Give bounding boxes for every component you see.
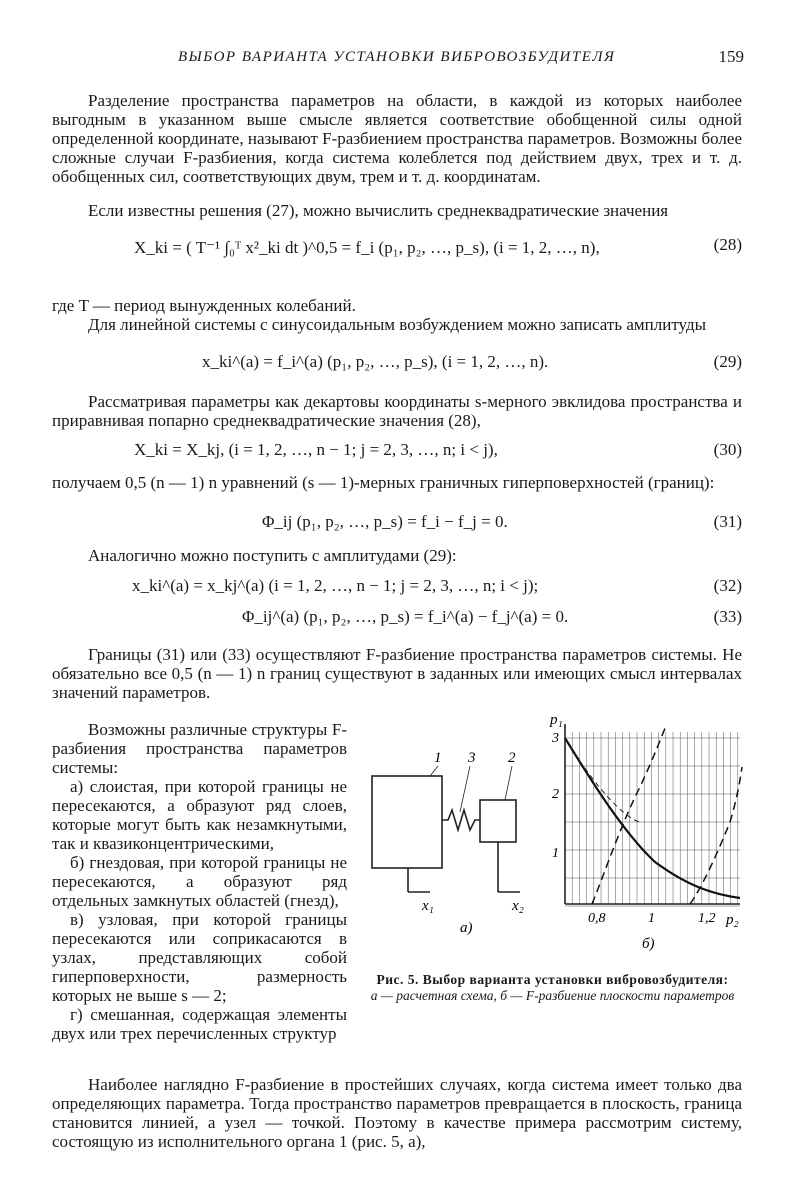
paragraph-boundaries-count: получаем 0,5 (n — 1) n уравнений (s — 1)-мерных граничных гиперповерхностей (границ): <box>52 473 715 492</box>
equation-30-body: X_ki = X_kj, (i = 1, 2, …, n − 1; j = 2, 3, …, n; i < j), <box>134 440 498 459</box>
plot-b <box>565 724 742 906</box>
label-b: б) <box>642 936 655 952</box>
caption-text: а — расчетная схема, б — F-разбиение плоскости параметров <box>370 988 735 1003</box>
label-x1: x₁ <box>422 898 434 914</box>
equation-30-number: (30) <box>713 440 742 459</box>
structures-intro: Возможны различные структуры F-разбиения пространства параметров системы: <box>52 720 347 777</box>
boundary-dashed-upper <box>565 738 640 822</box>
equation-31-body: Φ_ij (p₁, p₂, …, p_s) = f_i − f_j = 0. <box>262 512 508 531</box>
equation-31-number: (31) <box>713 512 742 531</box>
x-tick-1-2: 1,2 <box>698 911 716 926</box>
equation-33 <box>52 607 742 637</box>
figure-5-drawing <box>360 712 750 972</box>
equation-28-number: (28) <box>713 235 742 254</box>
structure-layered: а) слоистая, при которой границы не пересекаются, а образуют ряд слоев, которые могут быть как незамкнутыми, так и квазиконцентрическими, <box>52 777 347 853</box>
paragraph-analogous: Аналогично можно поступить с амплитудами (29): <box>88 546 457 565</box>
page-number: 159 <box>718 47 744 66</box>
structures-column <box>52 720 347 1043</box>
label-a: а) <box>460 920 473 936</box>
label-1: 1 <box>434 750 442 766</box>
equation-33-number: (33) <box>713 607 742 626</box>
paragraph-cartesian: Рассматривая параметры как декартовы координаты s-мерного эвклидова пространства и приравнивая попарно среднеквадратические значения (28), <box>52 392 742 430</box>
executive-organ-1 <box>372 776 442 868</box>
label-x2: x₂ <box>512 898 524 914</box>
spring-3 <box>442 810 480 830</box>
equation-33-body: Φ_ij^(a) (p₁, p₂, …, p_s) = f_i^(a) − f_j^(a) = 0. <box>242 607 569 626</box>
axis-label-p1: p₁ <box>550 712 563 728</box>
boundary-dashed-left <box>592 726 666 904</box>
equation-28-body: X_ki = ( T⁻¹ ∫₀ᵀ x²_ki dt )^0,5 = f_i (p₁, p₂, …, p_s), (i = 1, 2, …, n), <box>134 238 600 257</box>
equation-31 <box>52 512 742 542</box>
boundary-solid-curve <box>565 738 740 898</box>
figure-5 <box>360 712 750 982</box>
running-title: ВЫБОР ВАРИАНТА УСТАНОВКИ ВИБРОВОЗБУДИТЕЛЯ <box>178 49 616 65</box>
y-tick-1: 1 <box>552 846 559 861</box>
label-3: 3 <box>468 750 476 766</box>
equation-29 <box>52 352 742 382</box>
equation-29-number: (29) <box>713 352 742 371</box>
axis-label-p2: p₂ <box>726 912 739 928</box>
label-2: 2 <box>508 750 516 766</box>
structure-nodal: в) узловая, при которой границы пересекаются или соприкасаются в узлах, представляющих собой гиперповерхности, размерность которых не выше s — 2; <box>52 910 347 1005</box>
caption-title: Рис. 5. Выбор варианта установки вибровозбудителя: <box>376 972 729 987</box>
page-header <box>0 44 799 68</box>
y-tick-3: 3 <box>552 731 559 746</box>
schema-a <box>372 766 520 892</box>
structure-nested: б) гнездовая, при которой границы не пересекаются, а образуют ряд отдельных замкнутых областей (гнезд), <box>52 853 347 910</box>
paragraph-period: где T — период вынужденных колебаний. <box>52 296 356 315</box>
paragraph-boundaries-31-33: Границы (31) или (33) осуществляют F-разбиение пространства параметров системы. Не обязательно все 0,5 (n — 1) n границ существуют в заданных или имеющих смысл интервалах значений параметров. <box>52 645 742 702</box>
paragraph-amplitudes: Для линейной системы с синусоидальным возбуждением можно записать амплитуды <box>88 315 707 334</box>
equation-32 <box>52 576 742 606</box>
equation-28 <box>52 235 742 265</box>
structure-mixed: г) смешанная, содержащая элементы двух или трех перечисленных структур <box>52 1005 347 1043</box>
equation-29-body: x_ki^(a) = f_i^(a) (p₁, p₂, …, p_s), (i = 1, 2, …, n). <box>202 352 549 371</box>
figure-caption <box>360 972 745 1004</box>
exciter-2 <box>480 800 516 842</box>
paragraph-if-known: Если известны решения (27), можно вычислить среднеквадратические значения <box>88 201 669 220</box>
x-tick-1: 1 <box>648 911 655 926</box>
paragraph-f-partition-def: Разделение пространства параметров на области, в каждой из которых наиболее выгодным в указанном выше смысле является соответствие обобщенной силы одной определенной координате, называют F-разбиением пространства параметров. Возможны более сложные случаи F-разбиения, когда система колеблется под действием двух, трех и т. д. обобщенных сил, соответствующих двум, трем и т. д. координатам. <box>52 91 742 186</box>
equation-32-number: (32) <box>713 576 742 595</box>
equation-32-body: x_ki^(a) = x_kj^(a) (i = 1, 2, …, n − 1; j = 2, 3, …, n; i < j); <box>132 576 539 595</box>
x-tick-0-8: 0,8 <box>588 911 606 926</box>
paragraph-two-parameters: Наиболее наглядно F-разбиение в простейших случаях, когда система имеет только два определяющих параметра. Тогда пространство параметров превращается в плоскость, граница становится линией, а узел — точкой. Поэтому в качестве примера рассмотрим систему, состоящую из исполнительного органа 1 (рис. 5, а), <box>52 1075 742 1151</box>
y-tick-2: 2 <box>552 787 559 802</box>
equation-30 <box>52 440 742 470</box>
